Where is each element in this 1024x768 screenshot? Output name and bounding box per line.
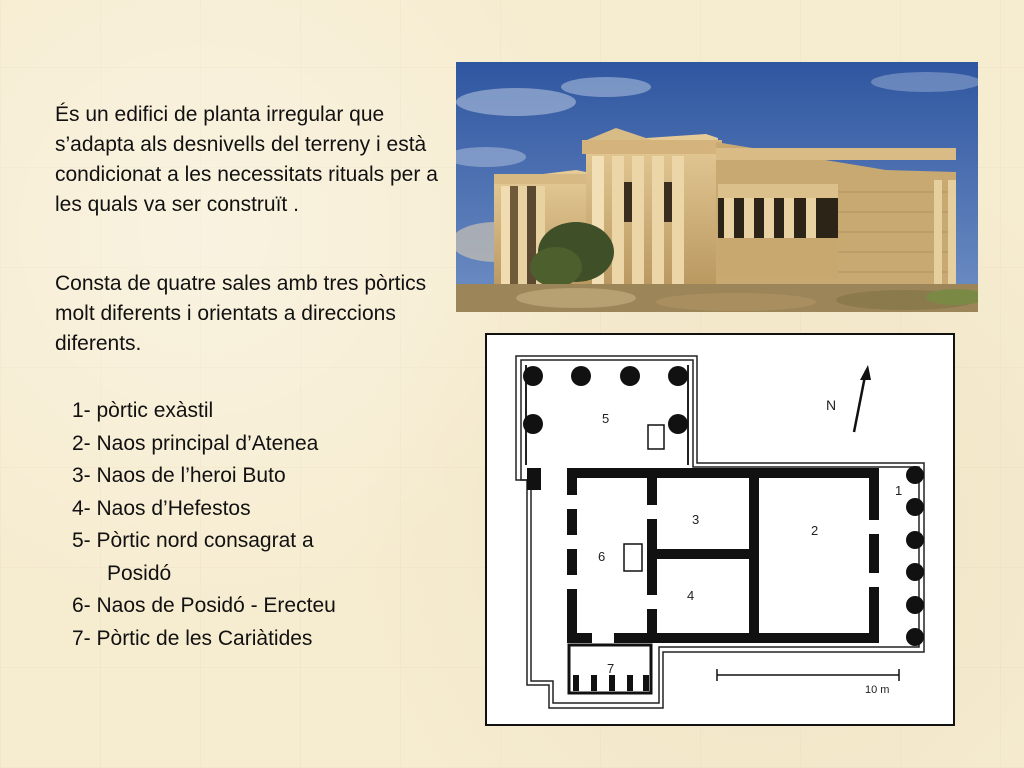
plan-label-2: 2	[811, 523, 819, 538]
list-item: 1- pòrtic exàstil	[72, 399, 214, 422]
scale-label: 10 m	[865, 684, 890, 696]
plan-label-5: 5	[602, 411, 610, 426]
north-label: N	[826, 397, 837, 413]
plan-label-3: 3	[692, 512, 700, 527]
plan-label-6: 6	[598, 549, 606, 564]
list-item: 7- Pòrtic de les Cariàtides	[72, 626, 313, 650]
list-item: 6- Naos de Posidó - Erecteu	[72, 594, 336, 617]
list-item-continuation: Posidó	[107, 561, 172, 585]
list-item: 2- Naos principal d’Atenea	[72, 431, 319, 455]
plan-label-1: 1	[895, 483, 903, 498]
plan-label-4: 4	[687, 588, 695, 603]
plan-label-7: 7	[607, 661, 615, 676]
intro-paragraph: És un edifici de planta irregular que s’adapta als desnivells del terreny i està condicionat a les necessitats rituals per a les quals va ser construït .	[55, 103, 438, 216]
list-item: 4- Naos d’Hefestos	[72, 496, 251, 520]
list-item: 3- Naos de l’heroi Buto	[72, 464, 286, 487]
north-arrow-icon	[854, 365, 871, 432]
list-item: 5- Pòrtic nord consagrat a	[72, 529, 314, 552]
erechtheion-photo	[456, 62, 978, 312]
scale-bar	[717, 669, 899, 681]
floor-plan-diagram	[485, 333, 955, 726]
rooms-list	[72, 395, 432, 655]
description-paragraph: Consta de quatre sales amb tres pòrtics molt diferents i orientats a direccions diferents.	[55, 272, 427, 355]
